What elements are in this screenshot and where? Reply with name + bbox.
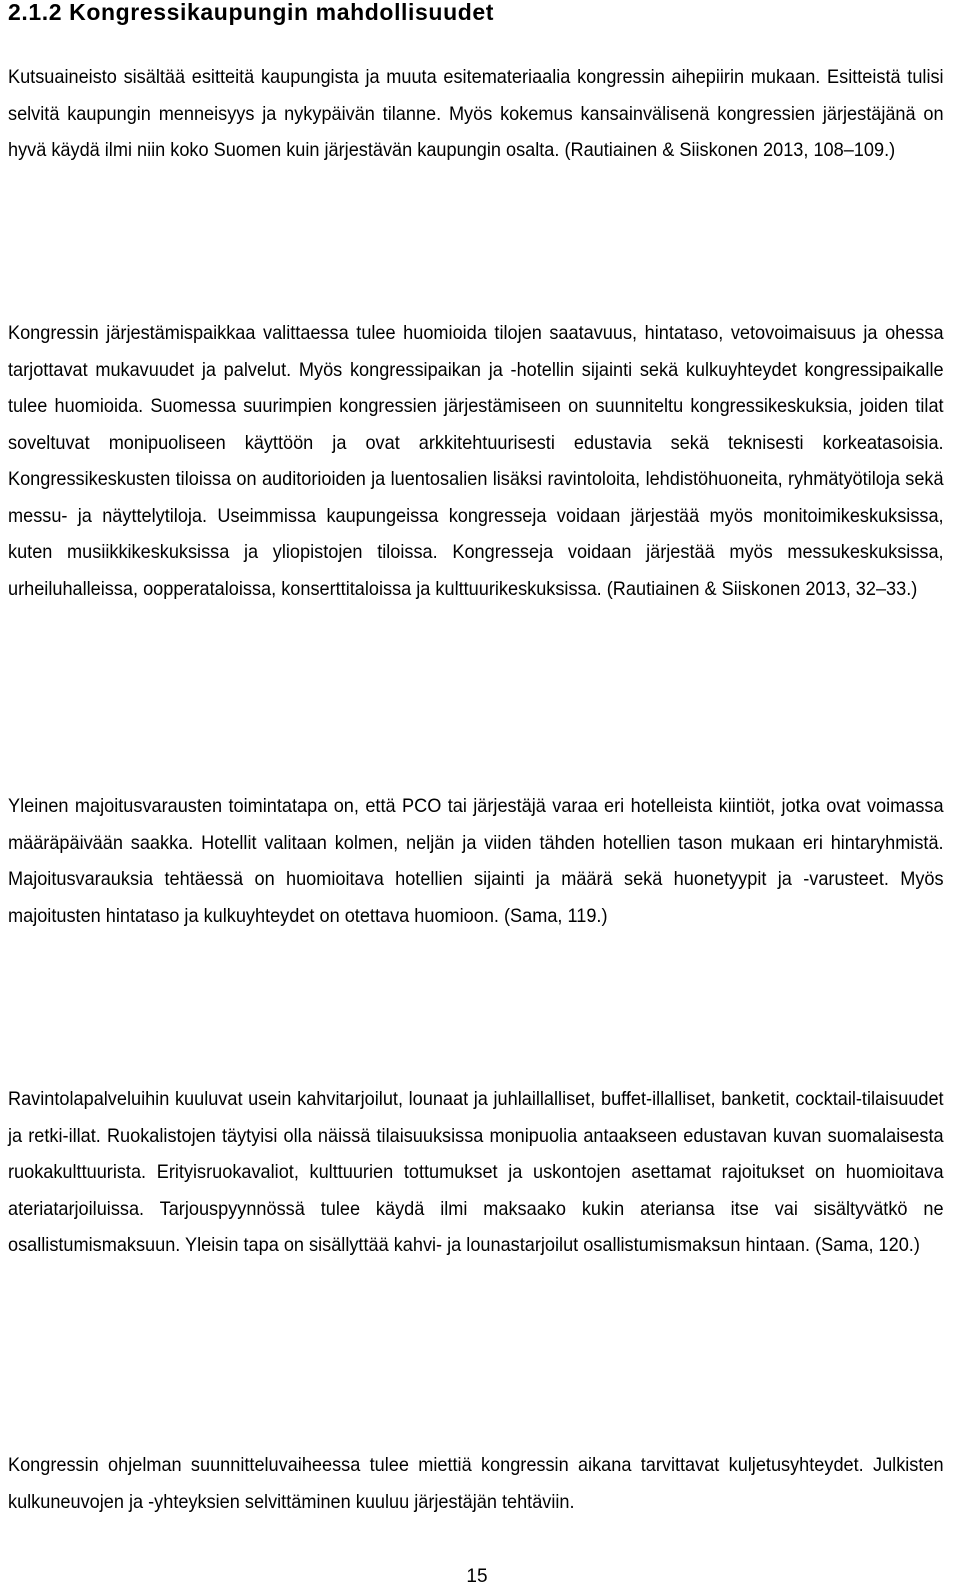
paragraph-venue-selection: Kongressin järjestämispaikkaa valittaessa tulee huomioida tilojen saatavuus, hintataso, vetovoimaisuus ja ohessa tarjottavat mukavuudet ja palvelut. Myös kongressipaikan ja -hotellin sijainti sekä kulkuyhteydet kongressipaikalle tulee huomioida. Suomessa suurimpien kongressien järjestämiseen on suunniteltu kongressikeskuksia, joiden tilat soveltuvat monipuoliseen käyttöön ja ovat arkkitehtuurisesti edustavia sekä teknisesti korkeatasoisia. Kongressikeskusten tiloissa on auditorioiden ja luentosalien lisäksi ravintoloita, lehdistöhuoneita, ryhmätyötiloja sekä messu- ja näyttelytiloja. Useimmissa kaupungeissa kongresseja voidaan järjestää myös monitoimikeskuksissa, kuten musiikkikeskuksissa ja yliopistojen tiloissa. Kongresseja voidaan järjestää myös messukeskuksissa, urheiluhalleissa, oopperataloissa, konserttitaloissa ja kulttuurikeskuksissa. (Rautiainen & Siiskonen 2013, 32–33.) bbox=[8, 322, 944, 600]
page-number: 15 bbox=[466, 1566, 488, 1587]
paragraph-transport: Kongressin ohjelman suunnitteluvaiheessa tulee miettiä kongressin aikana tarvittavat kuljetusyhteydet. Julkisten kulkuneuvojen ja -yhteyksien selvittäminen kuuluu järjestäjän tehtäviin. bbox=[8, 1454, 944, 1513]
section-heading: 2.1.2 Kongressikaupungin mahdollisuudet bbox=[8, 0, 495, 25]
paragraph-accommodation: Yleinen majoitusvarausten toimintatapa on, että PCO tai järjestäjä varaa eri hotelleista kiintiöt, jotka ovat voimassa määräpäivään saakka. Hotellit valitaan kolmen, neljän ja viiden tähden hotellien tason mukaan eri hintaryhmistä. Majoitusvarauksia tehtäessä on huomioitava hotellien sijainti ja määrä sekä huonetyypit ja -varusteet. Myös majoitusten hintataso ja kulkuyhteydet on otettava huomioon. (Sama, 119.) bbox=[8, 795, 944, 927]
paragraph-invitation-materials: Kutsuaineisto sisältää esitteitä kaupungista ja muuta esitemateriaalia kongressin aihepiirin mukaan. Esitteistä tulisi selvitä kaupungin menneisyys ja nykypäivän tilanne. Myös kokemus kansainvälisenä kongressien järjestäjänä on hyvä käydä ilmi niin koko Suomen kuin järjestävän kaupungin osalta. (Rautiainen & Siiskonen 2013, 108–109.) bbox=[8, 66, 944, 161]
paragraph-catering: Ravintolapalveluihin kuuluvat usein kahvitarjoilut, lounaat ja juhlaillalliset, buffet-illalliset, banketit, cocktail-tilaisuudet ja retki-illat. Ruokalistojen täytyisi olla näissä tilaisuuksissa monipuolia antaakseen edustavan kuvan suomalaisesta ruokakulttuurista. Erityisruokavaliot, kulttuurien tottumukset ja uskontojen asettamat rajoitukset on huomioitava ateriatarjoiluissa. Tarjouspyynnössä tulee käydä ilmi maksaako kukin ateriansa itse vai sisältyvätkö ne osallistumismaksuun. Yleisin tapa on sisällyttää kahvi- ja lounastarjoilut osallistumismaksun hintaan. (Sama, 120.) bbox=[8, 1088, 944, 1256]
